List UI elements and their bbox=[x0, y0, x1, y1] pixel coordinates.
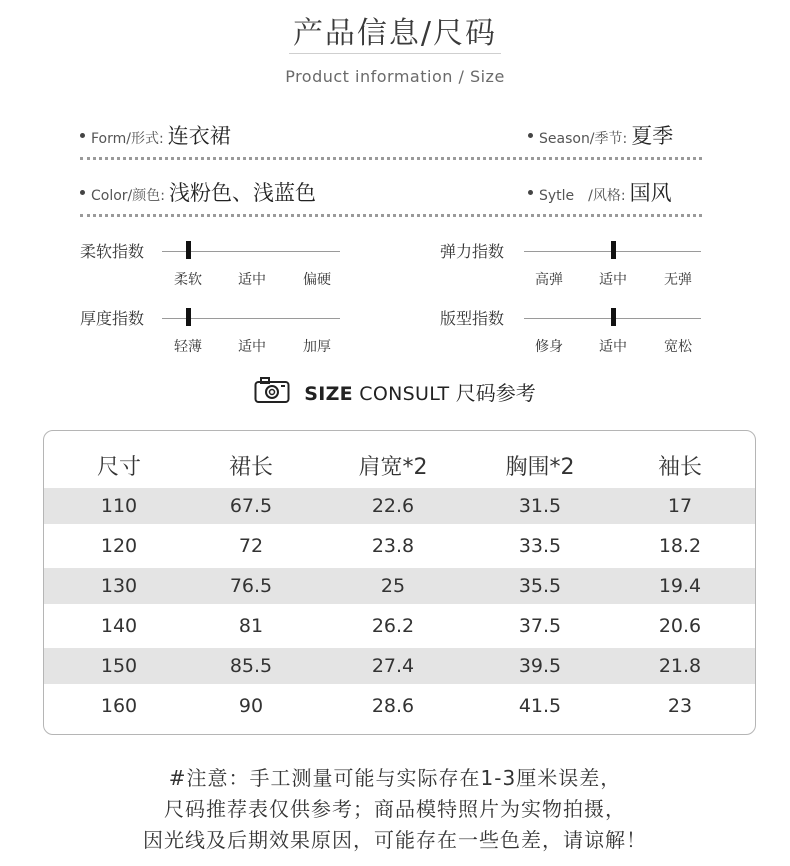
table-cell: 23.8 bbox=[371, 535, 415, 557]
table-cell: 20.6 bbox=[658, 615, 702, 637]
table-cell: 35.5 bbox=[518, 575, 562, 597]
dotted-divider bbox=[80, 214, 702, 217]
info-form bbox=[80, 120, 231, 150]
title-divider bbox=[289, 53, 501, 54]
note-line: #注意：手工测量可能与实际存在1-3厘米误差， bbox=[168, 766, 622, 790]
bullet-dot bbox=[528, 133, 533, 138]
scale-tick: 偏硬 bbox=[303, 272, 331, 288]
info-label: Sytle /风格: bbox=[539, 188, 626, 204]
table-cell: 26.2 bbox=[371, 615, 415, 637]
scale-indicator bbox=[611, 241, 616, 259]
table-cell: 25 bbox=[380, 575, 406, 597]
scale-tick: 适中 bbox=[599, 272, 627, 288]
scale-tick: 高弹 bbox=[535, 272, 563, 288]
bullet-dot bbox=[80, 133, 85, 138]
scale-indicator bbox=[186, 241, 191, 259]
bullet-dot bbox=[528, 190, 533, 195]
table-row bbox=[44, 568, 756, 604]
info-row-color-style bbox=[80, 177, 702, 217]
table-header-cell: 袖长 bbox=[657, 454, 703, 480]
table-cell: 76.5 bbox=[229, 575, 273, 597]
info-season bbox=[528, 120, 673, 150]
scale-tick: 适中 bbox=[599, 339, 627, 355]
table-cell: 41.5 bbox=[518, 695, 562, 717]
consult-en-bold: SIZE bbox=[304, 383, 353, 405]
scale-elasticity bbox=[440, 239, 710, 299]
page-subtitle: Product information / Size bbox=[285, 67, 505, 86]
scale-tick: 无弹 bbox=[664, 272, 692, 288]
table-cell: 150 bbox=[100, 655, 138, 677]
size-consult-heading bbox=[0, 377, 790, 411]
table-header-cell: 裙长 bbox=[228, 454, 274, 480]
table-row bbox=[44, 608, 756, 644]
table-cell: 37.5 bbox=[518, 615, 562, 637]
info-label: Color/颜色: bbox=[91, 188, 165, 204]
table-row bbox=[44, 528, 756, 564]
table-cell: 18.2 bbox=[658, 535, 702, 557]
size-table bbox=[43, 430, 756, 735]
table-cell: 140 bbox=[100, 615, 138, 637]
info-value: 国风 bbox=[629, 181, 672, 205]
table-header-cell: 胸围*2 bbox=[505, 454, 575, 480]
table-cell: 21.8 bbox=[658, 655, 702, 677]
info-value: 连衣裙 bbox=[167, 124, 231, 148]
table-row bbox=[44, 488, 756, 524]
info-value: 夏季 bbox=[631, 124, 674, 148]
scale-name: 弹力指数 bbox=[440, 242, 505, 261]
table-cell: 39.5 bbox=[518, 655, 562, 677]
table-cell: 27.4 bbox=[371, 655, 415, 677]
scale-tick: 柔软 bbox=[174, 272, 202, 288]
table-cell: 110 bbox=[100, 495, 138, 517]
table-header-cell: 尺寸 bbox=[96, 454, 142, 480]
table-header-row bbox=[44, 447, 756, 483]
table-cell: 72 bbox=[238, 535, 264, 557]
info-style bbox=[528, 177, 672, 207]
consult-zh: 尺码参考 bbox=[455, 381, 536, 405]
scale-tick: 适中 bbox=[238, 272, 266, 288]
table-cell: 23 bbox=[667, 695, 693, 717]
camera-icon bbox=[254, 376, 290, 409]
scale-tick: 适中 bbox=[238, 339, 266, 355]
table-row bbox=[44, 688, 756, 724]
table-cell: 130 bbox=[100, 575, 138, 597]
table-header-cell: 肩宽*2 bbox=[358, 454, 428, 480]
bullet-dot bbox=[80, 190, 85, 195]
page-title: 产品信息/尺码 bbox=[292, 16, 498, 51]
table-cell: 160 bbox=[100, 695, 138, 717]
note-line: 尺码推荐表仅供参考；商品模特照片为实物拍摄， bbox=[164, 797, 626, 821]
scale-tick: 轻薄 bbox=[174, 339, 202, 355]
scale-name: 版型指数 bbox=[440, 309, 505, 328]
scale-thickness bbox=[80, 306, 350, 366]
consult-en-rest: CONSULT bbox=[352, 383, 456, 405]
info-color bbox=[80, 177, 316, 207]
scale-fit bbox=[440, 306, 710, 366]
table-cell: 33.5 bbox=[518, 535, 562, 557]
dotted-divider bbox=[80, 157, 702, 160]
table-row bbox=[44, 648, 756, 684]
scale-name: 柔软指数 bbox=[80, 242, 145, 261]
table-cell: 85.5 bbox=[229, 655, 273, 677]
table-cell: 31.5 bbox=[518, 495, 562, 517]
note-line: 因光线及后期效果原因，可能存在一些色差，请谅解！ bbox=[143, 828, 647, 852]
info-value: 浅粉色、浅蓝色 bbox=[169, 181, 316, 205]
scale-tick: 修身 bbox=[535, 339, 563, 355]
scale-tick: 宽松 bbox=[664, 339, 692, 355]
table-cell: 90 bbox=[238, 695, 264, 717]
table-cell: 67.5 bbox=[229, 495, 273, 517]
scale-indicator bbox=[611, 308, 616, 326]
table-cell: 19.4 bbox=[658, 575, 702, 597]
scale-name: 厚度指数 bbox=[80, 309, 145, 328]
info-label: Form/形式: bbox=[91, 131, 164, 147]
scale-tick: 加厚 bbox=[303, 339, 331, 355]
table-cell: 81 bbox=[238, 615, 264, 637]
scale-indicator bbox=[186, 308, 191, 326]
info-label: Season/季节: bbox=[539, 131, 628, 147]
table-cell: 28.6 bbox=[371, 695, 415, 717]
scale-softness bbox=[80, 239, 350, 299]
table-cell: 17 bbox=[667, 495, 693, 517]
info-row-form-season bbox=[80, 120, 702, 160]
table-cell: 22.6 bbox=[371, 495, 415, 517]
table-cell: 120 bbox=[100, 535, 138, 557]
